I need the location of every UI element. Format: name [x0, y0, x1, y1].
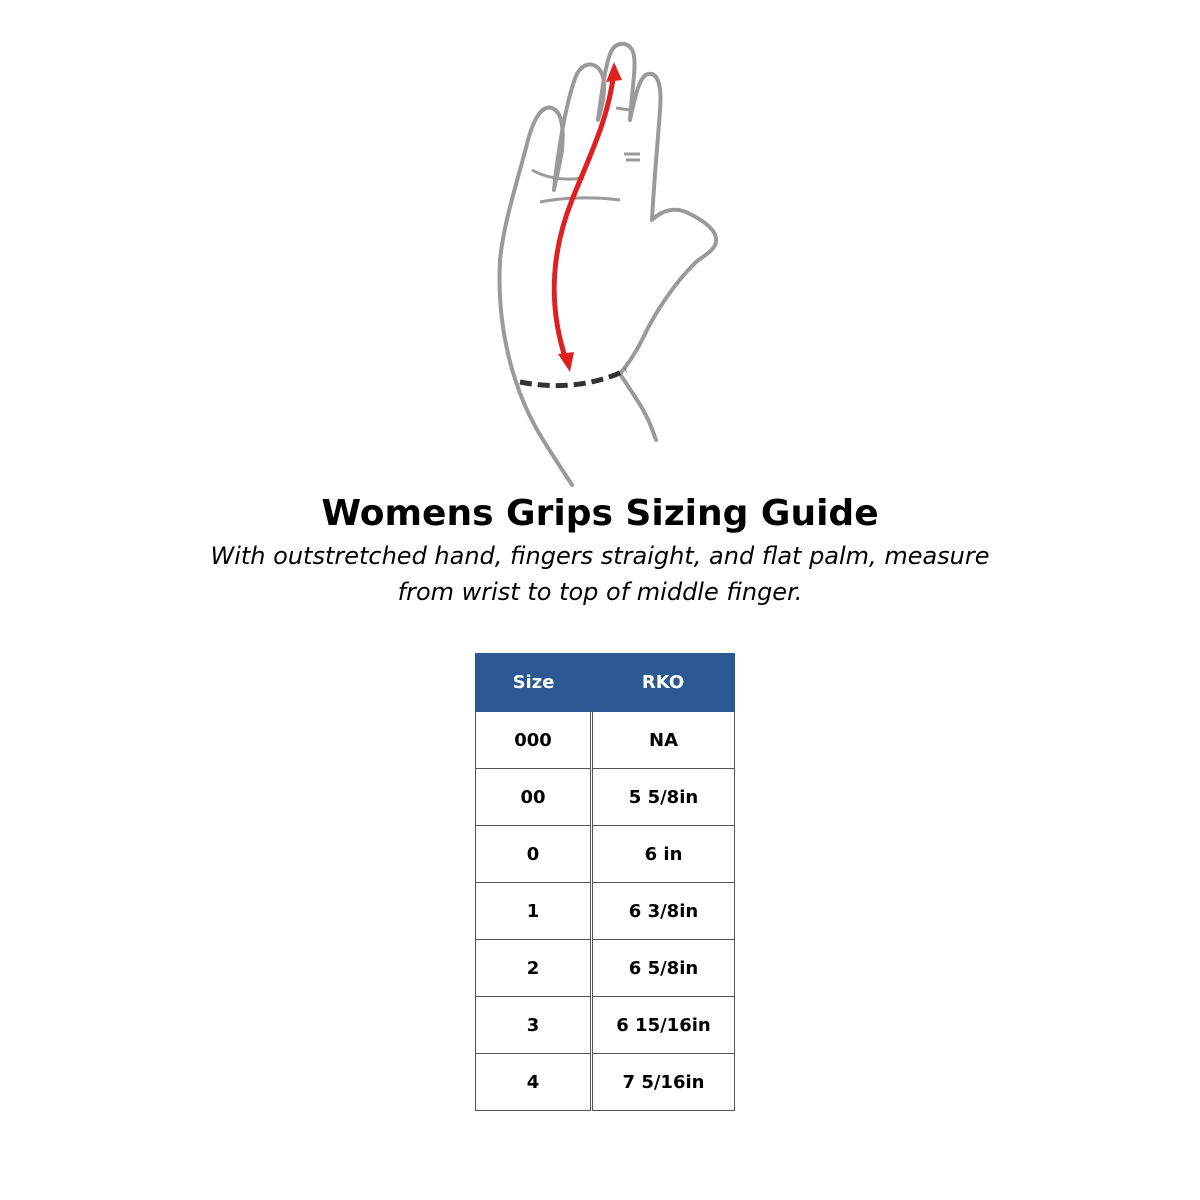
rko-cell: 6 5/8in [592, 940, 735, 997]
sizing-table [475, 653, 735, 1111]
instructions-line-2: from wrist to top of middle finger. [397, 578, 803, 606]
hand-illustration [480, 30, 740, 500]
size-cell: 4 [476, 1054, 592, 1111]
rko-cell: NA [592, 712, 735, 769]
instructions [200, 538, 1000, 610]
header-size: Size [476, 654, 592, 712]
hand-measure-icon [480, 30, 740, 500]
size-cell: 00 [476, 769, 592, 826]
table-row [476, 769, 735, 826]
instructions-line-1: With outstretched hand, fingers straight, and flat palm, measure [210, 542, 990, 570]
rko-cell: 5 5/8in [592, 769, 735, 826]
rko-cell: 6 in [592, 826, 735, 883]
table-header-row [476, 654, 735, 712]
table-row [476, 712, 735, 769]
wrist-line [520, 370, 626, 386]
rko-cell: 6 15/16in [592, 997, 735, 1054]
table-row [476, 1054, 735, 1111]
finger-crease [616, 108, 630, 110]
header-rko: RKO [592, 654, 735, 712]
table-row [476, 826, 735, 883]
palm-crease [540, 198, 620, 202]
table-row [476, 883, 735, 940]
table-row [476, 997, 735, 1054]
size-cell: 3 [476, 997, 592, 1054]
size-cell: 0 [476, 826, 592, 883]
arrow-head-bottom [558, 352, 574, 372]
page-title: Womens Grips Sizing Guide [321, 493, 879, 534]
table-row [476, 940, 735, 997]
size-cell: 000 [476, 712, 592, 769]
size-cell: 2 [476, 940, 592, 997]
size-cell: 1 [476, 883, 592, 940]
rko-cell: 7 5/16in [592, 1054, 735, 1111]
rko-cell: 6 3/8in [592, 883, 735, 940]
